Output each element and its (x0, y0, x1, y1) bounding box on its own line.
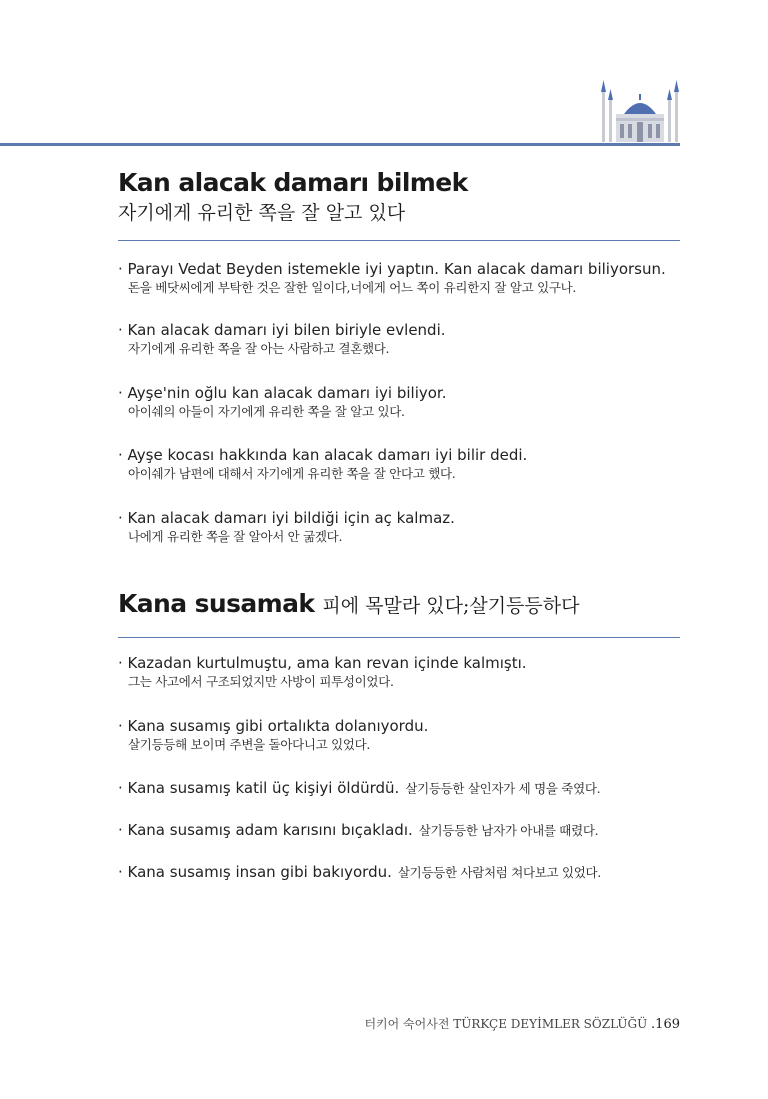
example-item (118, 653, 688, 691)
example-item (118, 778, 688, 799)
example-ko: 나에게 유리한 쪽을 잘 알아서 안 굶겠다. (128, 529, 343, 544)
header-rule (0, 143, 680, 146)
idiom-title-ko: 피에 목말라 있다;살기등등하다 (322, 595, 580, 617)
example-tr: · Kazadan kurtulmuştu, ama kan revan içinde kalmıştı. (118, 654, 527, 672)
example-tr: · Parayı Vedat Beyden istemekle iyi yaptın. Kan alacak damarı biliyorsun. (118, 260, 666, 278)
example-item (118, 445, 688, 483)
example-tr: · Kana susamış katil üç kişiyi öldürdü. 살기등등한 살인자가 세 명을 죽였다. (118, 779, 601, 797)
example-item (118, 716, 688, 754)
idiom-heading-2 (118, 589, 680, 621)
idiom-heading-1 (118, 168, 680, 226)
example-item (118, 383, 688, 421)
example-tr: · Kan alacak damarı iyi bilen biriyle evlendi. (118, 321, 446, 339)
example-ko: 살기등등한 사람처럼 쳐다보고 있었다. (397, 865, 601, 880)
section-divider (118, 637, 680, 638)
example-tr: · Ayşe'nin oğlu kan alacak damarı iyi biliyor. (118, 384, 447, 402)
example-item (118, 259, 688, 297)
mosque-icon (598, 78, 682, 144)
example-tr: · Kana susamış adam karısını bıçakladı. 살기등등한 남자가 아내를 때렸다. (118, 821, 599, 839)
example-ko: 살기등등한 남자가 아내를 때렸다. (418, 823, 599, 838)
example-tr: · Kan alacak damarı iyi bildiği için aç kalmaz. (118, 509, 455, 527)
example-ko: 살기등등해 보이며 주변을 돌아다니고 있었다. (128, 737, 371, 752)
idiom-title-tr: Kan alacak damarı bilmek (118, 168, 468, 197)
page-number: .169 (651, 1017, 680, 1032)
example-ko: 자기에게 유리한 쪽을 잘 아는 사람하고 결혼했다. (128, 341, 390, 356)
example-tr: · Kana susamış gibi ortalıkta dolanıyordu. (118, 717, 429, 735)
example-item (118, 320, 688, 358)
example-ko: 그는 사고에서 구조되었지만 사방이 피투성이었다. (128, 674, 394, 689)
example-tr: · Ayşe kocası hakkında kan alacak damarı iyi bilir dedi. (118, 446, 528, 464)
example-ko: 아이쉐의 아들이 자기에게 유리한 쪽을 잘 알고 있다. (128, 404, 405, 419)
example-item (118, 508, 688, 546)
example-ko: 돈을 베닷씨에게 부탁한 것은 잘한 일이다,너에게 어느 쪽이 유리한지 잘 알고 있구나. (128, 280, 577, 295)
example-ko: 아이쉐가 남편에 대해서 자기에게 유리한 쪽을 잘 안다고 했다. (128, 466, 456, 481)
example-tr: · Kana susamış insan gibi bakıyordu. 살기등등한 사람처럼 쳐다보고 있었다. (118, 863, 601, 881)
section-divider (118, 240, 680, 241)
page-footer (364, 1015, 680, 1032)
example-ko: 살기등등한 살인자가 세 명을 죽였다. (405, 781, 601, 796)
example-item (118, 862, 688, 883)
example-item (118, 820, 688, 841)
idiom-title-tr: Kana susamak (118, 589, 315, 618)
book-title: 터키어 숙어사전 TÜRKÇE DEYİMLER SÖZLÜĞÜ (364, 1017, 648, 1031)
idiom-title-ko: 자기에게 유리한 쪽을 잘 알고 있다 (118, 202, 406, 224)
